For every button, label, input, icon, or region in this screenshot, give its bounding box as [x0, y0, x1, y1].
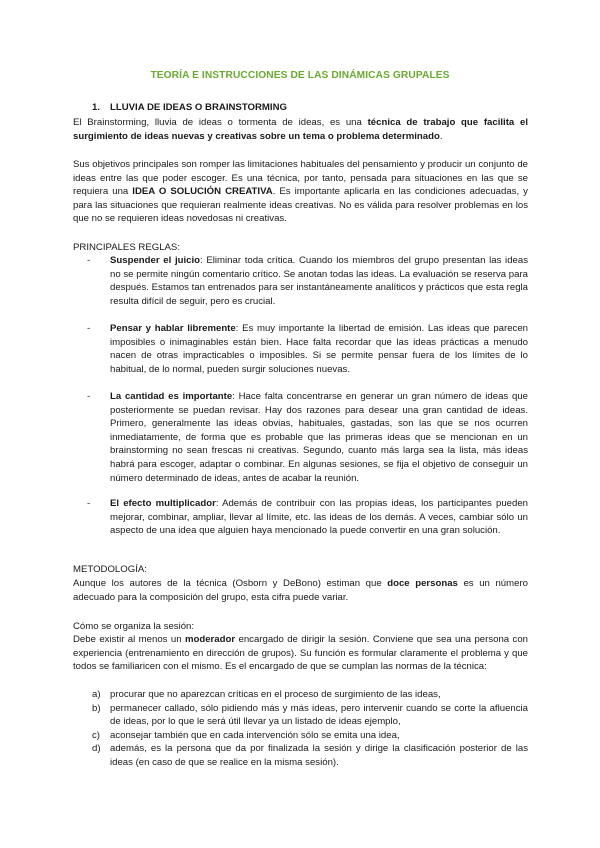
- methodology-bold-text: doce personas: [387, 578, 458, 589]
- list-item-text: además, es la persona que da por finalizada la sesión y dirige la clasificación posterior de las ideas (en caso de que se realice en la misma sesión).: [110, 743, 528, 768]
- list-item-label: c): [92, 729, 100, 741]
- rule-item: [89, 497, 528, 538]
- section-number: 1.: [92, 102, 101, 113]
- organization-bold-text: moderador: [184, 634, 236, 645]
- intro-end: .: [439, 130, 443, 142]
- rule-label: Pensar y hablar libremente: [110, 323, 236, 334]
- rule-text: : Es muy importante la libertad de emisión. Las ideas que parecen imposibles o inimaginables están bien. Hace falta recordar que las ideas prácticas a menudo nacen de otras impracticables o imposibles. Si se permite pensar fuera de los límites de lo habitual, de lo normal, pueden surgir soluciones nuevas.: [110, 323, 529, 375]
- objectives-text: Sus objetivos principales son romper las limitaciones habituales del pensamiento y producir un conjunto de ideas entre las que poder escoger. Es una técnica, por tanto, pensada para situaciones en las que se requiera una: [73, 159, 528, 198]
- document-title: TEORÍA E INSTRUCCIONES DE LAS DINÁMICAS GRUPALES: [150, 70, 450, 81]
- intro-text: El Brainstorming, lluvia de ideas o tormenta de ideas, es una: [73, 117, 368, 128]
- objectives-bold-text: IDEA O SOLUCIÓN CREATIVA: [132, 186, 273, 198]
- objectives-paragraph: [73, 158, 528, 226]
- methodology-heading: METODOLOGÍA:: [73, 564, 147, 575]
- bullet-dash: -: [87, 498, 91, 509]
- list-item: [92, 742, 528, 769]
- list-item-text: aconsejar también que en cada intervención sólo se emita una idea,: [110, 729, 400, 741]
- list-item: [92, 702, 528, 729]
- list-item: [92, 729, 528, 743]
- rule-text: : Además de contribuir con las propias ideas, los participantes pueden mejorar, combinar, ampliar, llevar al límite, etc. las ideas de los demás. A veces, cambiar sólo un aspecto de una idea que alguien haya mencionado la puede convertir en una gran solución.: [110, 498, 528, 537]
- bullet-dash: -: [87, 391, 91, 402]
- rule-label: Suspender el juicio: [110, 255, 201, 266]
- rule-text: : Hace falta concentrarse en generar un gran número de ideas que posteriormente se puedan revisar. Hay dos razones para desear una gran cantidad de ideas. Primero, generalmente las ideas obvias, habituales, gastadas, son las que se nos ocurren inmediatamente, de forma que es probable que las primeras ideas que se mencionan en un brainstorming no sean frescas ni creativas. Segundo, cuanto más larga sea la lista, más ideas habrá para escoger, adaptar o combinar. En algunas sesiones, se fija el objetivo de conseguir un número determinado de ideas, antes de acabar la reunión.: [110, 391, 528, 484]
- rules-heading: PRINCIPALES REGLAS:: [73, 242, 180, 253]
- list-item: [92, 688, 528, 702]
- methodology-text: Aunque los autores de la técnica (Osborn y DeBono) estiman que: [73, 578, 388, 589]
- objectives-text-end: . Es importante aplicarla en las condiciones adecuadas, y para las situaciones que requieran realmente ideas creativas. No es válida para resolver problemas en los que no se requieren ideas novedosas ni creativas.: [73, 186, 528, 225]
- intro-paragraph: [73, 116, 528, 143]
- section-heading: [92, 101, 547, 115]
- rule-item: [89, 390, 528, 485]
- methodology-text-end: es un número adecuado para la composición del grupo, esta cifra puede variar.: [73, 578, 528, 603]
- bullet-dash: -: [87, 323, 91, 334]
- list-item-text: procurar que no aparezcan críticas en el proceso de surgimiento de las ideas,: [110, 689, 441, 700]
- rule-item: [89, 254, 528, 308]
- list-item-label: d): [92, 743, 101, 755]
- list-item-text: permanecer callado, sólo pidiendo más y más ideas, pero intervenir cuando se corte la afluencia de ideas, por lo que le será útil llevar ya un listado de ideas ejemplo,: [110, 702, 528, 728]
- moderator-rules-list: [92, 688, 528, 770]
- organization-heading: Cómo se organiza la sesión:: [73, 621, 195, 632]
- rule-text: : Eliminar toda crítica. Cuando los miembros del grupo presentan las ideas no se permite ningún comentario crítico. Se anotan todas las ideas. La evaluación se reserva para después. Estamos tan entrenados para ser instantáneamente analíticos y prácticos que esta regla resulta difícil de seguir, pero es crucial.: [110, 255, 528, 307]
- intro-bold-text: técnica de trabajo que facilita el surgimiento de ideas nuevas y creativas sobre un tema o problema determinado: [73, 117, 528, 142]
- organization-text: Debe existir al menos un: [73, 634, 185, 645]
- list-item-label: a): [92, 689, 101, 700]
- rule-label: El efecto multiplicador: [110, 498, 216, 509]
- rule-item: [89, 322, 528, 376]
- section-heading-text: LLUVIA DE IDEAS O BRAINSTORMING: [110, 102, 287, 113]
- organization-text-end: encargado de dirigir la sesión. Conviene que sea una persona con experiencia (entrenamiento en dirección de grupos). Su función es formular claramente el problema y que todos se familiaricen con el mismo. Es el encargado de que se cumplan las normas de la técnica:: [73, 634, 529, 673]
- rule-label: La cantidad es importante: [110, 391, 233, 402]
- list-item-label: b): [92, 702, 101, 714]
- methodology-paragraph: [73, 577, 528, 604]
- bullet-dash: -: [87, 255, 91, 266]
- organization-paragraph: [73, 633, 528, 674]
